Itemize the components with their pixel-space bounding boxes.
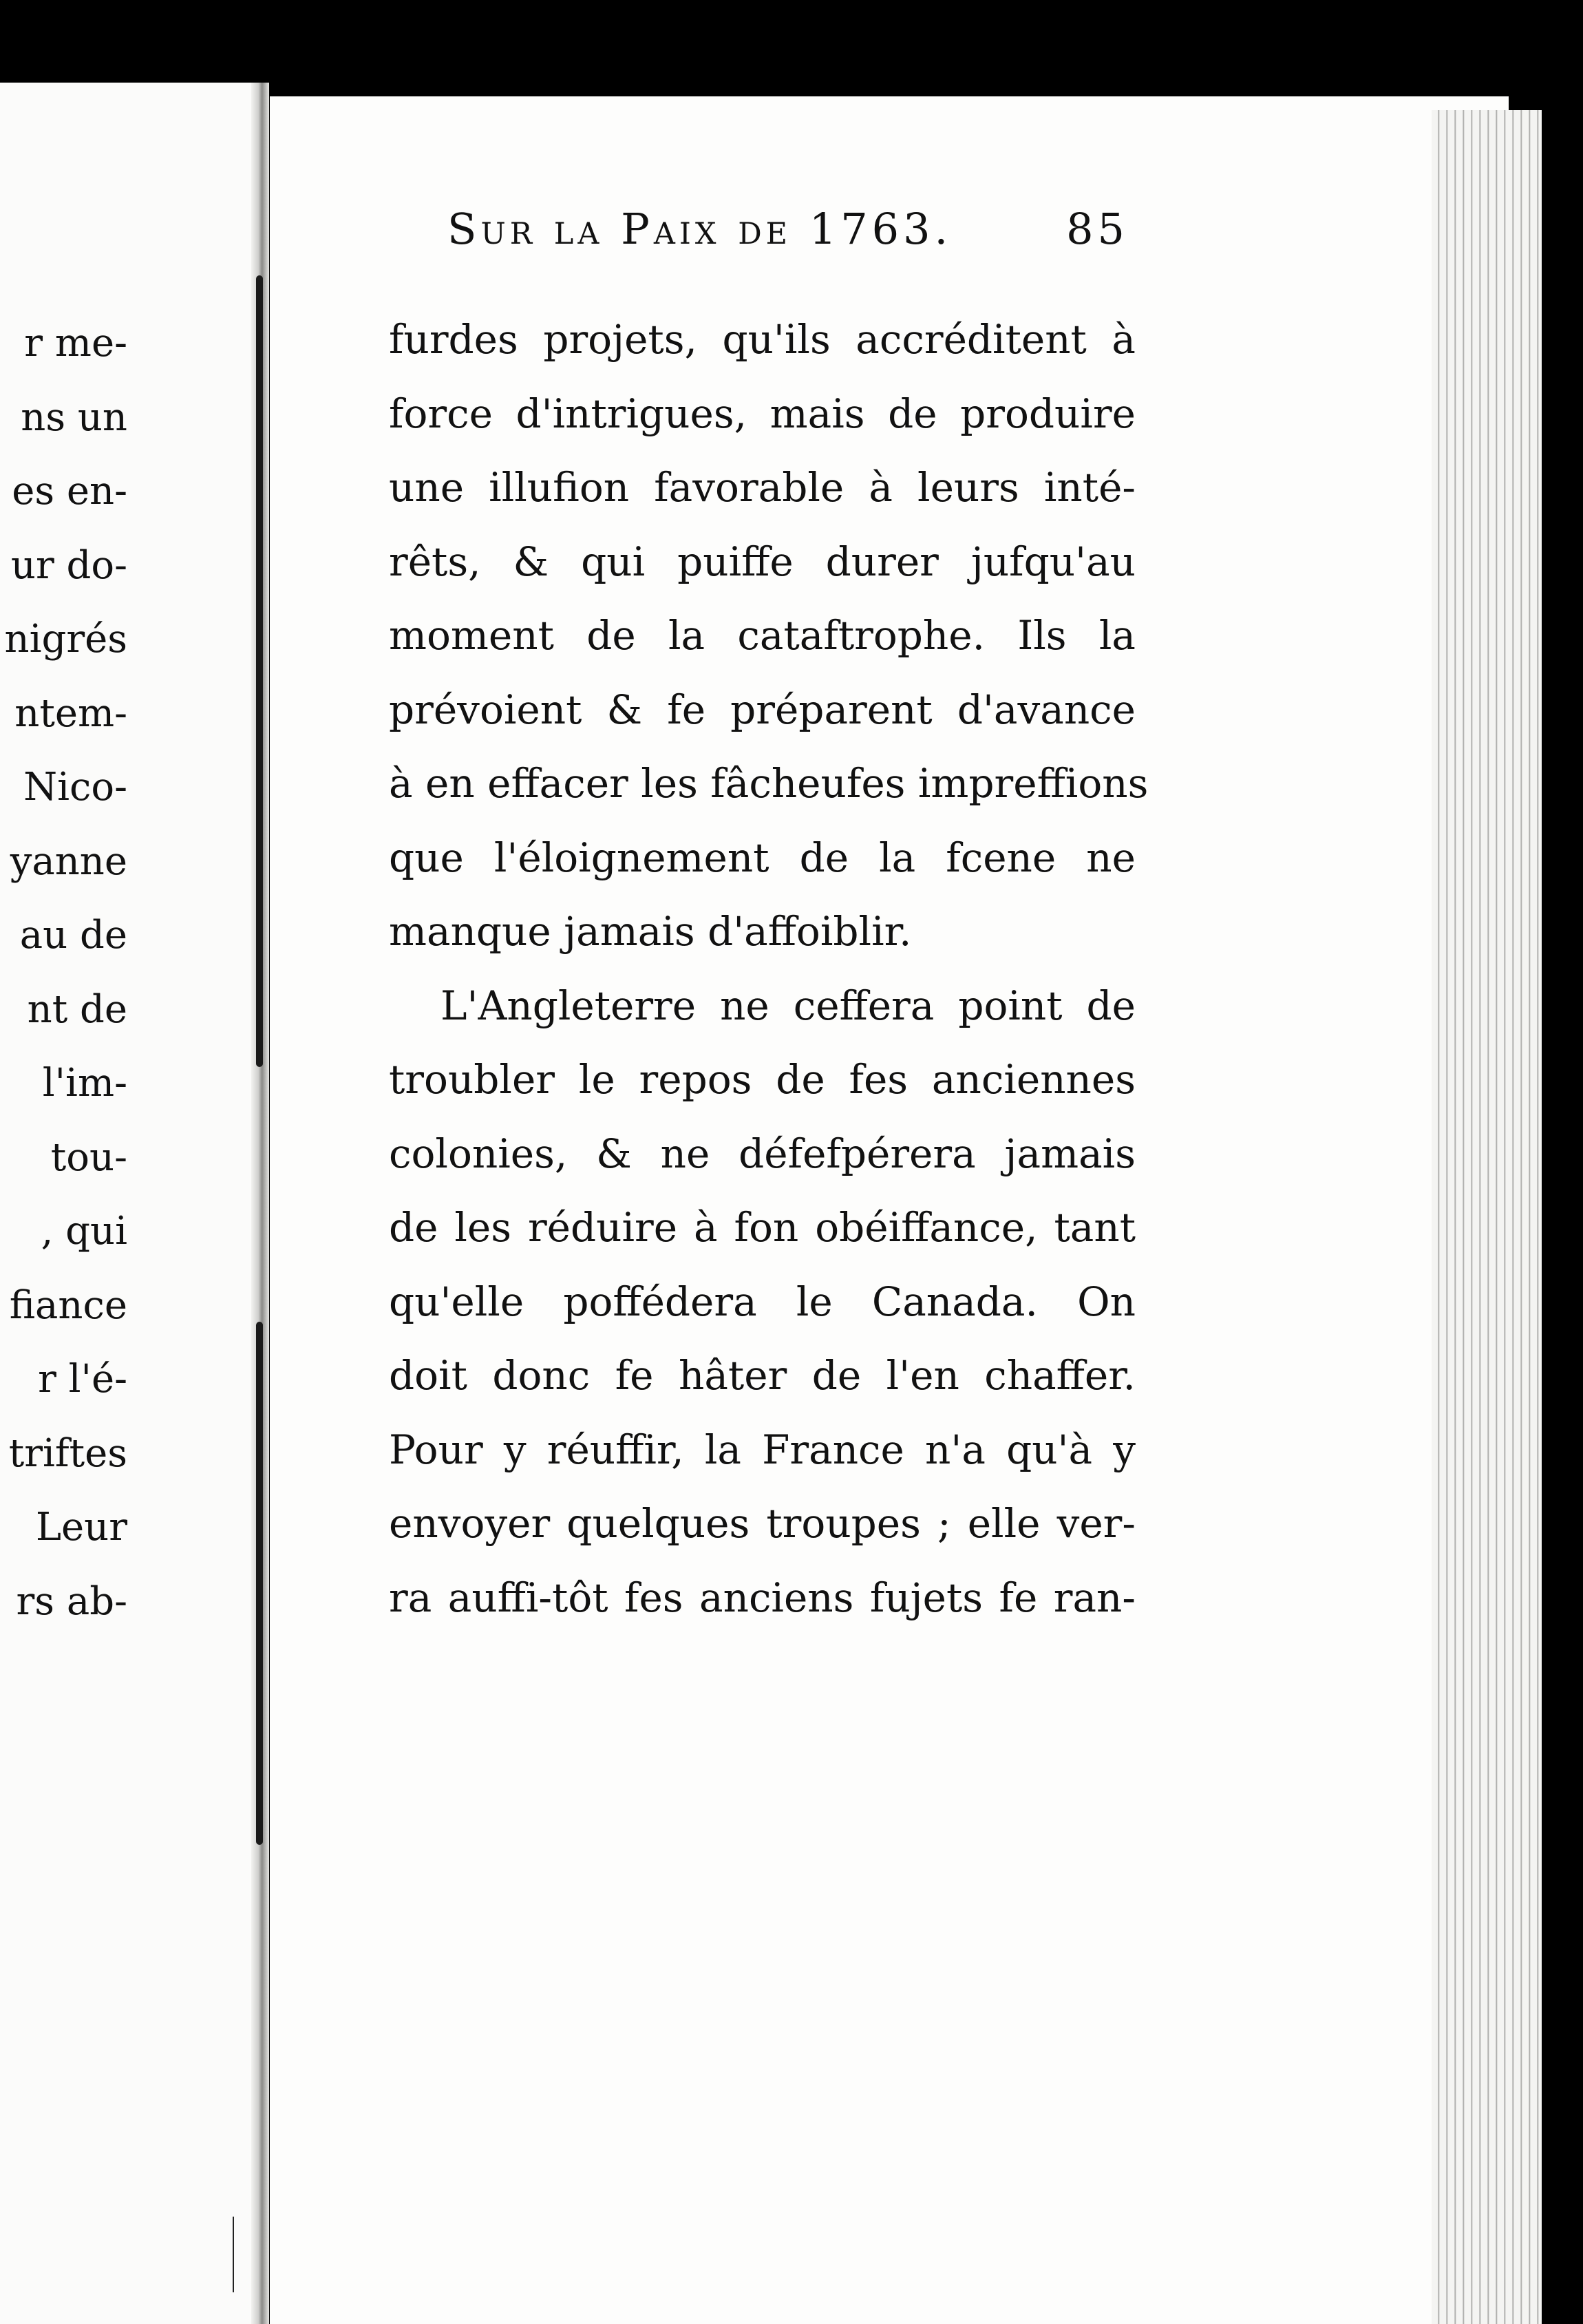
left-text-line: fiance xyxy=(9,1282,127,1328)
text-line: doit donc fe hâter de l'en chaffer. xyxy=(389,1352,1136,1399)
margin-mark xyxy=(233,2217,234,2292)
left-text-line: r l'é- xyxy=(38,1357,127,1402)
text-line: envoyer quelques troupes ; elle ver- xyxy=(389,1500,1136,1547)
scan-border xyxy=(1542,117,1583,2324)
left-text-line: Leur xyxy=(35,1505,127,1550)
left-text-line: nt de xyxy=(27,986,127,1032)
text-line: Pour y réuffir, la France n'a qu'à y xyxy=(389,1426,1136,1473)
text-line: rêts, & qui puiffe durer jufqu'au xyxy=(389,538,1136,585)
text-line: moment de la cataftrophe. Ils la xyxy=(389,612,1136,659)
left-text-line: rs ab- xyxy=(16,1578,127,1624)
left-page-text xyxy=(0,306,127,1638)
left-text-line: l'im- xyxy=(42,1061,127,1106)
left-text-line: ns un xyxy=(21,394,127,440)
left-text-line: ur do- xyxy=(10,542,127,588)
text-line: qu'elle poffédera le Canada. On xyxy=(389,1278,1136,1325)
left-text-line: au de xyxy=(19,913,127,958)
binding-thread xyxy=(256,1322,263,1845)
text-line: troubler le repos de fes anciennes xyxy=(389,1056,1136,1103)
left-text-line: , qui xyxy=(41,1209,127,1254)
text-line: une illufion favorable à leurs inté- xyxy=(389,464,1136,511)
text-line: colonies, & ne défefpérera jamais xyxy=(389,1130,1136,1177)
left-text-line: ntem- xyxy=(14,690,127,736)
left-text-line: Nico- xyxy=(23,765,127,810)
text-line: prévoient & fe préparent d'avance xyxy=(389,686,1136,733)
text-line: ra auffi-tôt fes anciens fujets fe ran- xyxy=(389,1574,1136,1621)
page-edges xyxy=(1432,110,1542,2324)
text-line: force d'intrigues, mais de produire xyxy=(389,390,1136,437)
binding-thread xyxy=(256,275,263,1067)
left-text-line: tou- xyxy=(50,1134,127,1180)
text-line: manque jamais d'affoiblir. xyxy=(389,908,912,955)
left-facing-page xyxy=(0,83,260,2324)
text-line: à en effacer les fâcheufes impreffions xyxy=(389,760,1149,807)
text-line: furdes projets, qu'ils accréditent à xyxy=(389,316,1136,363)
text-line: de les réduire à fon obéiffance, tant xyxy=(389,1204,1136,1251)
page-number: 85 xyxy=(1066,204,1129,254)
text-line: que l'éloignement de la fcene ne xyxy=(389,834,1136,881)
left-text-line: r me- xyxy=(24,321,127,366)
body-text xyxy=(389,303,1149,1635)
left-text-line: triftes xyxy=(8,1430,127,1476)
running-head xyxy=(447,204,1129,254)
left-text-line: es en- xyxy=(12,469,127,514)
text-line: L'Angleterre ne ceffera point de xyxy=(440,982,1136,1029)
left-text-line: yanne xyxy=(10,838,127,884)
running-head-title: Sur la Paix de 1763. xyxy=(447,204,953,254)
left-text-line: nigrés xyxy=(4,617,127,662)
